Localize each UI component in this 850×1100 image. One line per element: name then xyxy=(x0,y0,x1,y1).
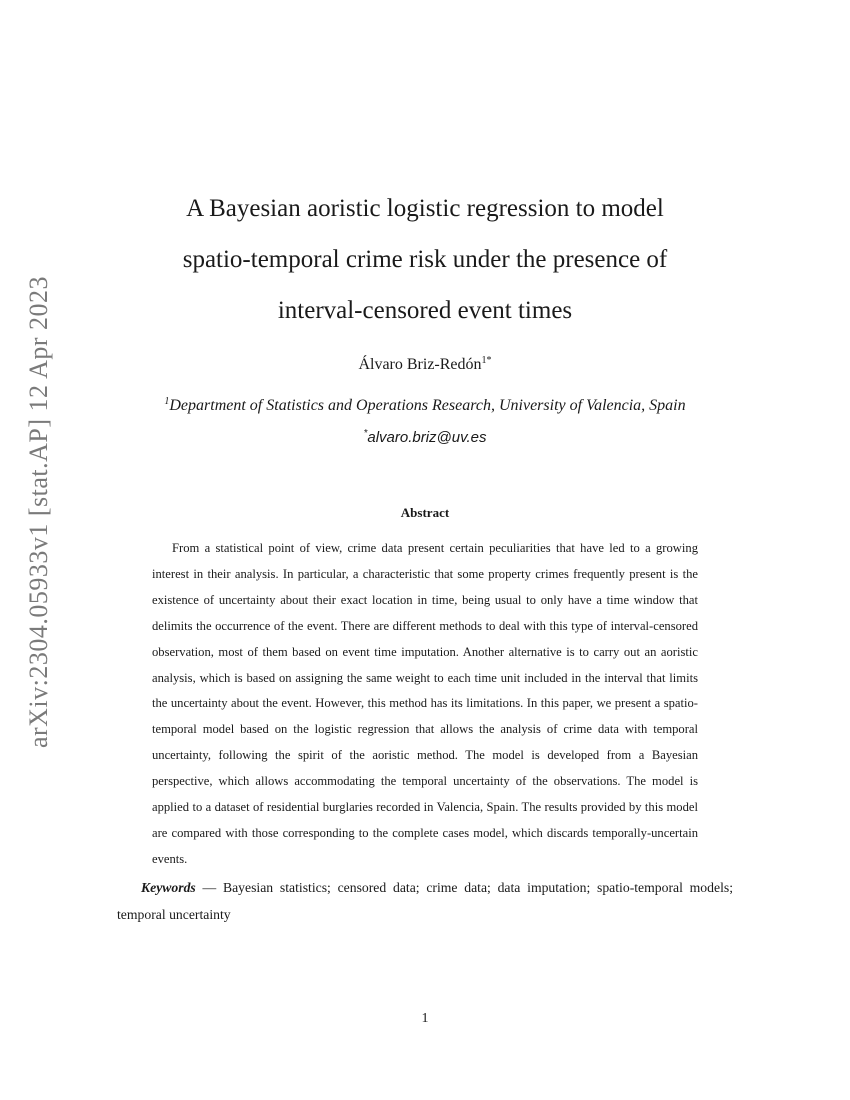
author-line xyxy=(0,356,850,374)
title-line-1: A Bayesian aoristic logistic regression to model xyxy=(186,195,664,222)
paper-title xyxy=(110,183,740,336)
title-line-2: spatio-temporal crime risk under the presence of xyxy=(182,246,668,273)
keywords-text: Bayesian statistics; censored data; crime data; data imputation; spatio-temporal models; temporal uncertainty xyxy=(117,880,733,922)
abstract-text: From a statistical point of view, crime data present certain peculiarities that have led to a growing interest in their analysis. In particular, a characteristic that some property crimes frequently present is the existence of uncertainty about their exact location in time, being usual to only have a time window that delimits the occurrence of the event. There are different methods to deal with this type of interval-censored observation, most of them based on event time imputation. Another alternative is to carry out an aoristic analysis, which is based on assigning the same weight to each time unit included in the interval that limits the uncertainty about the event. However, this method has its limitations. In this paper, we present a spatio-temporal model based on the logistic regression that allows the analysis of crime data with temporal uncertainty, following the spirit of the aoristic method. The model is developed from a Bayesian perspective, which allows accommodating the temporal uncertainty of the observations. The model is applied to a dataset of residential burglaries recorded in Valencia, Spain. The results provided by this model are compared with those corresponding to the complete cases model, which discards temporally-uncertain events. xyxy=(152,541,698,866)
email-line xyxy=(0,429,850,446)
keywords-separator: — xyxy=(195,880,223,895)
affiliation-mark: 1 xyxy=(164,396,170,407)
email-mark: * xyxy=(363,428,368,439)
keywords-label: Keywords xyxy=(141,880,196,895)
keywords xyxy=(117,874,733,928)
abstract-heading: Abstract xyxy=(400,505,450,520)
affiliation xyxy=(0,397,850,415)
author-name: Álvaro Briz-Redón xyxy=(358,356,482,373)
page-number: 1 xyxy=(421,1011,429,1026)
arxiv-identifier: arXiv:2304.05933v1 [stat.AP] 12 Apr 2023 xyxy=(24,275,53,749)
email-address[interactable]: alvaro.briz@uv.es xyxy=(367,429,487,446)
affiliation-text: Department of Statistics and Operations Research, University of Valencia, Spain xyxy=(169,397,686,414)
title-line-3: interval-censored event times xyxy=(277,297,573,324)
author-marks: 1* xyxy=(481,355,492,366)
